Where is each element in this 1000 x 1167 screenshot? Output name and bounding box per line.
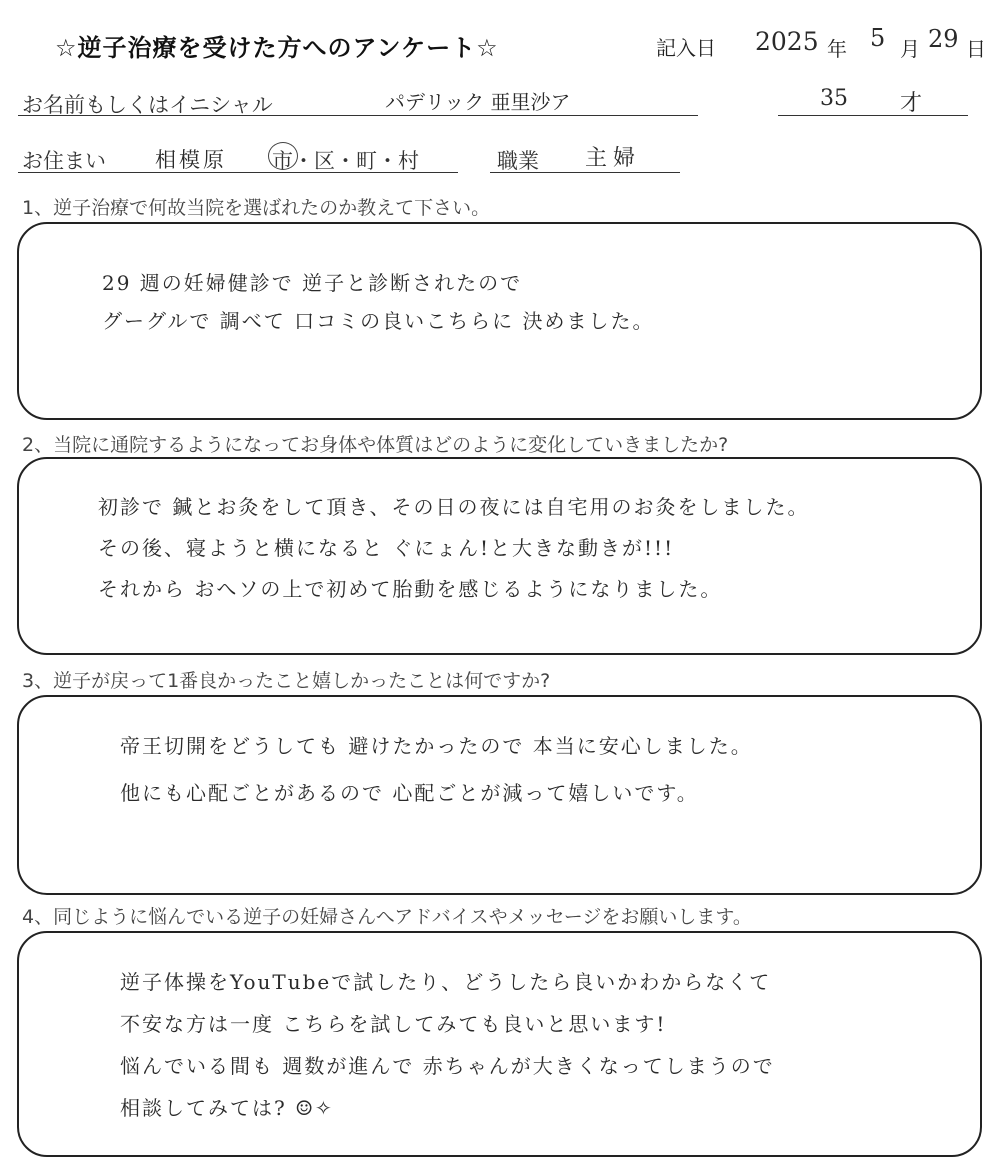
date-day: 29 bbox=[928, 25, 959, 53]
answer-line: 初診で 鍼とお灸をして頂き、その日の夜には自宅用のお灸をしました。 bbox=[98, 495, 810, 519]
address-label: お住まい bbox=[22, 149, 106, 173]
survey-title: ☆逆子治療を受けた方へのアンケート☆ bbox=[55, 34, 499, 62]
name-label: お名前もしくはイニシャル bbox=[22, 93, 273, 117]
answer-line: それから おへソの上で初めて胎動を感じるようになりました。 bbox=[98, 577, 723, 601]
answer-line: その後、寝ようと横になると ぐにょん!と大きな動きが!!! bbox=[98, 536, 675, 560]
question-4-label: 4、同じように悩んでいる逆子の妊婦さんへアドバイスやメッセージをお願いします。 bbox=[22, 906, 752, 928]
address-underline bbox=[18, 172, 458, 173]
address-value: 相模原 bbox=[155, 148, 227, 172]
age-unit: 才 bbox=[900, 91, 923, 116]
age-underline bbox=[778, 115, 968, 116]
answer-line: 29 週の妊婦健診で 逆子と診断されたので bbox=[102, 271, 523, 295]
question-3-answer bbox=[120, 736, 753, 803]
date-month-unit: 月 bbox=[900, 37, 920, 61]
answer-line: 不安な方は一度 こちらを試してみても良いと思います! bbox=[120, 1012, 667, 1036]
address-options: 市・区・町・村 bbox=[272, 149, 419, 173]
date-day-unit: 日 bbox=[966, 37, 986, 61]
answer-line: 相談してみては? ☺✧ bbox=[120, 1096, 334, 1120]
age-value: 35 bbox=[820, 86, 848, 111]
question-3-label: 3、逆子が戻って1番良かったこと嬉しかったことは何ですか? bbox=[22, 670, 551, 692]
city-circle-mark bbox=[268, 142, 298, 170]
date-year: 2025 bbox=[755, 27, 819, 56]
date-month: 5 bbox=[870, 24, 886, 52]
answer-line: 逆子体操をYouTubeで試したり、どうしたら良いかわからなくて bbox=[120, 970, 772, 994]
question-2-label: 2、当院に通院するようになってお身体や体質はどのように変化していきましたか? bbox=[22, 434, 729, 456]
name-underline bbox=[18, 115, 698, 116]
job-underline bbox=[490, 172, 680, 173]
answer-line: グーグルで 調べて 口コミの良いこちらに 決めました。 bbox=[102, 309, 655, 333]
name-value: パデリック 亜里沙ア bbox=[385, 90, 571, 114]
answer-line: 帝王切開をどうしても 避けたかったので 本当に安心しました。 bbox=[120, 734, 753, 758]
question-2-answer bbox=[98, 497, 810, 599]
question-1-answer bbox=[102, 273, 654, 331]
answer-line: 悩んでいる間も 週数が進んで 赤ちゃんが大きくなってしまうので bbox=[120, 1054, 775, 1078]
answer-line: 他にも心配ごとがあるので 心配ごとが減って嬉しいです。 bbox=[120, 781, 699, 805]
question-1-label: 1、逆子治療で何故当院を選ばれたのか教えて下さい。 bbox=[22, 197, 491, 219]
job-label: 職業 bbox=[497, 149, 539, 173]
date-label: 記入日 bbox=[656, 36, 716, 60]
question-4-answer bbox=[120, 972, 775, 1118]
job-value: 主婦 bbox=[585, 146, 642, 171]
date-year-unit: 年 bbox=[827, 37, 847, 61]
